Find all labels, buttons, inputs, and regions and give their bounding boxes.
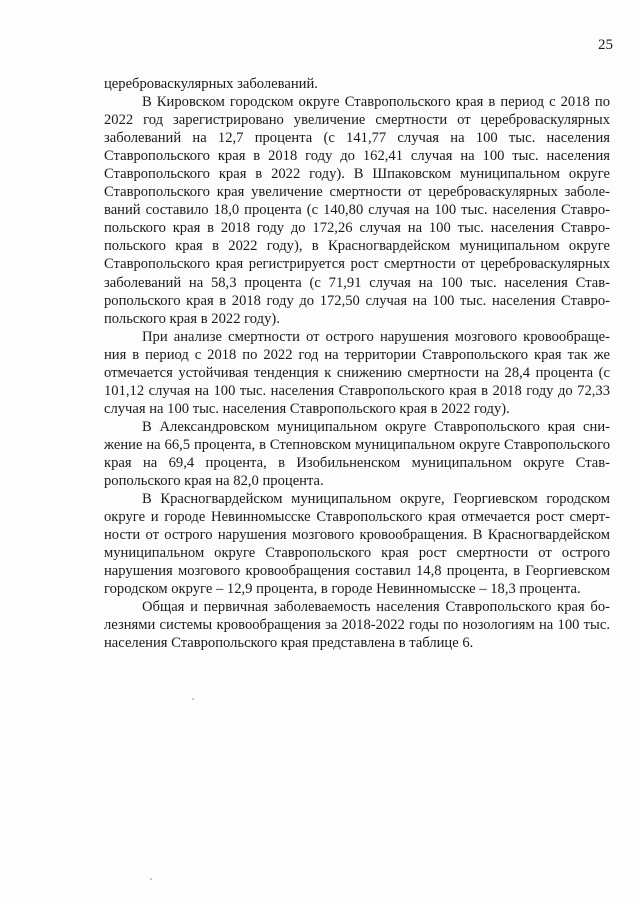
paragraph-mortality-decrease-districts: В Александровском муниципальном округе Ставропольского края снижение на 66,5 процента, в Степновском муниципальном округе Ставропольского края на 69,4 процента, в Изобильненском муниципальном округе Ставропольского края на 82,0 процента. <box>104 418 610 490</box>
scan-speck <box>150 878 152 880</box>
paragraph-acute-stroke-mortality: При анализе смертности от острого нарушения мозгового кровообращения в период с 2018 по 2022 год на территории Ставропольского края так же отмечается устойчивая тенденция к снижению смертности на 28,4 процента (с 101,12 случая на 100 тыс. населения Ставропольского края в 2018 году до 72,33 случая на 100 тыс. населения Ставропольского края в 2022 году). <box>104 328 610 417</box>
scan-speck <box>192 698 194 700</box>
paragraph-continuation: цереброваскулярных заболеваний. <box>104 76 318 92</box>
paragraph-kirovsky-shpakovsky: В Кировском городском округе Ставропольского края в период с 2018 по 2022 год зарегистрировано увеличение смертности от цереброваскулярных заболеваний на 12,7 процента (с 141,77 случая на 100 тыс. населения Ставропольского края в 2018 году до 162,41 случая на 100 тыс. населения Ставропольского края в 2022 году). В Шпаковском муниципальном округе Ставропольского края увеличение смертности от цереброваскулярных заболеваний составило 18,0 процента (с 140,80 случая на 100 тыс. населения Ставропольского края в 2018 году до 172,26 случая на 100 тыс. населения Ставропольского края в 2022 году), в Красногвардейском муниципальном округе Ставропольского края регистрируется рост смертности от цереброваскулярных заболеваний на 58,3 процента (с 71,91 случая на 100 тыс. населения Ставропольского края в 2018 году до 172,50 случая на 100 тыс. населения Ставропольского края в 2022 году). <box>104 94 610 327</box>
body-text <box>104 75 610 653</box>
paragraph-mortality-increase-districts: В Красногвардейском муниципальном округе, Георгиевском городском округе и городе Невинномысске Ставропольского края отмечается рост смертности от острого нарушения мозгового кровообращения. В Красногвардейском муниципальном округе Ставропольского края рост смертности от острого нарушения мозгового кровообращения составил 14,8 процента, в Георгиевском городском округе – 12,9 процента, в городе Невинномысске – 18,3 процента. <box>104 491 610 598</box>
page-number: 25 <box>598 37 613 53</box>
paragraph-morbidity-table-reference: Общая и первичная заболеваемость населения Ставропольского края болезнями системы кровообращения за 2018-2022 годы по нозологиям на 100 тыс. населения Ставропольского края представлена в таблице 6. <box>104 599 610 652</box>
